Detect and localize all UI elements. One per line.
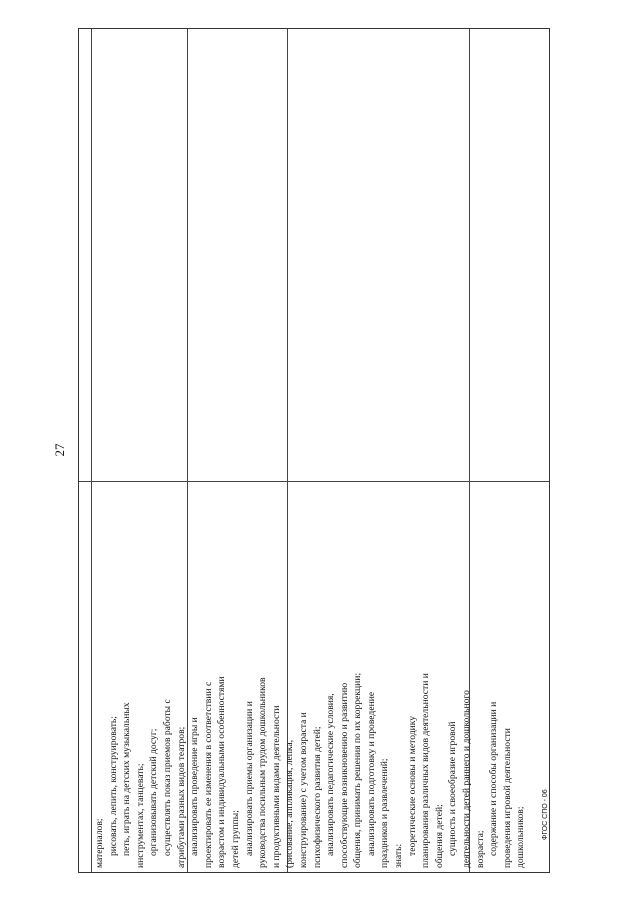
text-line: и продуктивными видами деятельности <box>270 705 282 868</box>
footer-code: ФГОС СПО - 06 <box>542 789 549 840</box>
text-line: анализировать педагогические условия, <box>325 693 337 856</box>
text-line: конструирование) с учетом возраста и <box>297 712 309 868</box>
text-line: общения детей; <box>433 804 445 868</box>
text-line: проведения игровой деятельности <box>501 728 513 868</box>
text-line: способствующие возникновению и развитию <box>338 682 350 868</box>
text-line: планирования различных видов деятельности и <box>420 673 432 868</box>
text-line: (рисование, аппликация, лепка, <box>284 739 296 868</box>
text-line: инструментах, танцевать; <box>134 763 146 868</box>
text-line: атрибутами разных видов театров; <box>175 726 187 868</box>
text-line: анализировать приемы организации и <box>243 701 255 856</box>
page-number: 27 <box>52 443 67 457</box>
text-line: материалов; <box>94 818 105 868</box>
text-line: организовывать детский досуг; <box>148 728 160 856</box>
text-line: анализировать проведение игры и <box>189 717 201 856</box>
text-line: содержание и способы организации и <box>488 701 500 856</box>
text-line: праздников и развлечений; <box>379 758 391 868</box>
text-line: рисовать, лепить, конструировать; <box>107 716 119 856</box>
text-line: руководства посильным трудом дошкольников <box>257 677 269 868</box>
text-line: осуществлять показ приемов работы с <box>161 699 173 856</box>
text-line: общения, принимать решения по их коррекции; <box>352 672 364 868</box>
text-line: теоретические основы и методику <box>406 715 418 856</box>
text-line: возрастом и индивидуальными особенностями <box>216 676 228 868</box>
text-line: знать: <box>393 843 405 868</box>
curriculum-table <box>78 28 550 873</box>
text-line: сущность и своеобразие игровой <box>447 721 459 856</box>
skills-knowledge-cell <box>89 494 541 874</box>
text-line: петь, играть на детских музыкальных <box>121 702 133 856</box>
text-line: возраста; <box>474 830 486 868</box>
text-line: детей группы; <box>229 810 241 868</box>
text-line: психофизического развития детей; <box>311 726 323 868</box>
text-line: дошкольников; <box>515 806 527 868</box>
text-line: анализировать подготовку и проведение <box>365 691 377 856</box>
table-row-divider <box>79 481 549 482</box>
text-line: деятельности детей раннего и дошкольного <box>461 690 473 868</box>
text-line: проектировать ее изменения в соответствии с <box>202 681 214 868</box>
